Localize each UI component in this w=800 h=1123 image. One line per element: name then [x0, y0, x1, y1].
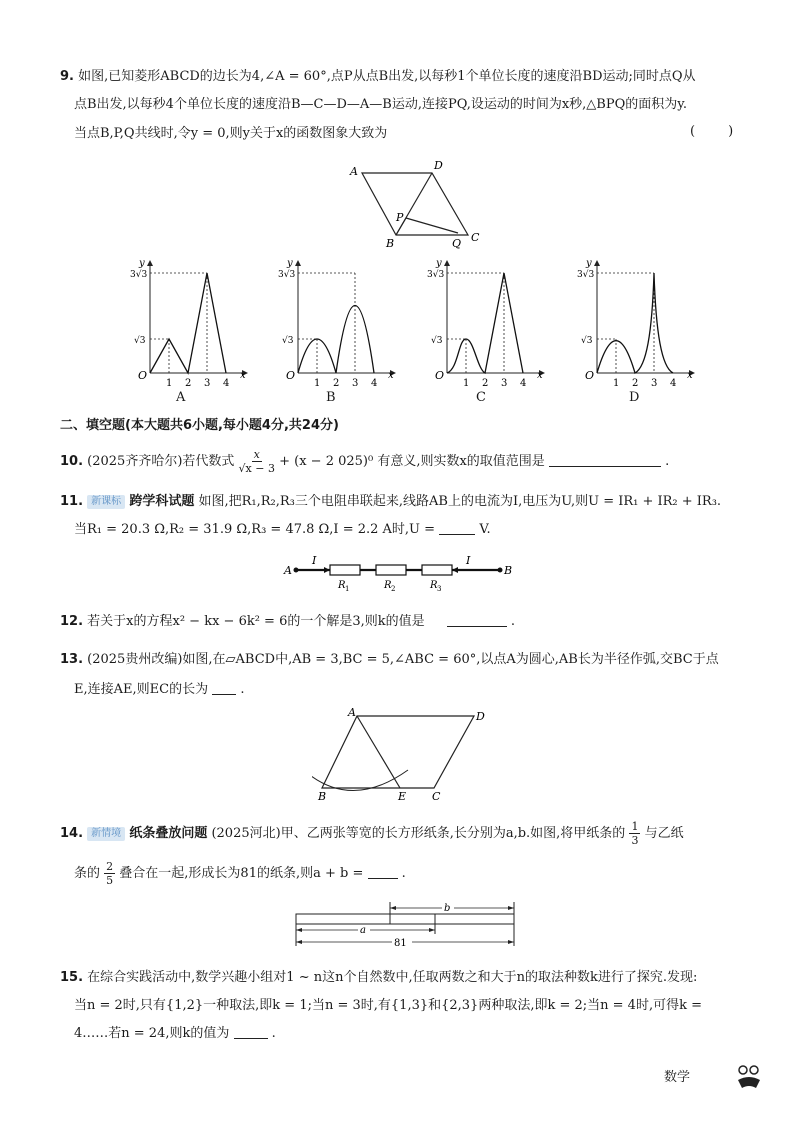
tick-label-ymax: 3√3 — [577, 270, 595, 280]
x-tick-label-3: 3 — [204, 378, 211, 388]
q14-text-2b: 叠合在一起,形成长为81的纸条,则a + b = — [119, 866, 364, 881]
tick-label-ymid: √3 — [134, 336, 146, 346]
q10-number: 10. — [60, 454, 84, 469]
x-tick-label-1: 1 — [314, 378, 321, 388]
q10-post: + (x − 2 025)⁰ 有意义,则实数x的取值范围是 — [279, 454, 545, 469]
footer-logo-icon — [734, 1062, 764, 1092]
q10-answer-blank — [549, 452, 661, 467]
y-axis-label: y — [287, 258, 293, 269]
q9-number: 9. — [60, 69, 74, 84]
x-tick-label-2: 2 — [632, 378, 639, 388]
q14-tag: 新情境 — [87, 827, 125, 841]
q9-line1 — [60, 67, 696, 87]
q12-line — [60, 612, 515, 632]
label-p: P — [396, 211, 404, 224]
tick-label-ymax: 3√3 — [427, 270, 445, 280]
current-arrow-right — [452, 567, 458, 573]
label-current-left: I — [312, 554, 317, 567]
q14-fraction-1 — [629, 820, 640, 847]
q11-topic: 跨学科试题 — [129, 494, 195, 509]
label-q: Q — [452, 237, 462, 250]
x-axis-label: x — [240, 370, 246, 381]
q9-answer-paren: ( ) — [690, 124, 734, 139]
label-total: 81 — [394, 938, 407, 949]
q11-tag: 新课标 — [87, 495, 125, 509]
label-c: C — [471, 231, 480, 244]
q15-answer-blank — [234, 1024, 268, 1039]
label-r3: R — [430, 580, 438, 591]
x-axis-label: x — [388, 370, 394, 381]
q14-frac1-den: 3 — [631, 834, 639, 847]
q14-text-1b: 与乙纸 — [644, 826, 684, 841]
tick-label-ymax: 3√3 — [278, 270, 296, 280]
function-curve — [447, 273, 523, 373]
arrow-total-left — [296, 940, 302, 944]
x-axis-label: x — [537, 370, 543, 381]
tick-label-ymax: 3√3 — [130, 270, 148, 280]
rhombus-outline — [362, 173, 468, 235]
q14-end: . — [401, 866, 406, 881]
function-curve — [597, 273, 673, 373]
q9-graph-option-d — [577, 258, 697, 388]
q10-frac-den: √x − 3 — [238, 462, 275, 475]
arrow-b-right — [508, 906, 514, 910]
q13-answer-blank — [212, 680, 236, 695]
arrow-total-right — [508, 940, 514, 944]
label-b: B — [318, 790, 327, 802]
label-r1: R — [338, 580, 346, 591]
option-label-b: B — [326, 390, 336, 405]
label-a: a — [360, 925, 366, 936]
q15-text-3: 4……若n = 24,则k的值为 — [74, 1026, 230, 1041]
q14-frac2-num: 2 — [106, 860, 114, 873]
q12-end: . — [510, 614, 516, 629]
q15-text-1: 在综合实践活动中,数学兴趣小组对1 ~ n这n个自然数中,任取两数之和大于n的取法种数k进行了探究.发现: — [87, 970, 698, 985]
origin-label: O — [585, 369, 595, 382]
label-a: A — [348, 706, 356, 719]
arrow-b-left — [390, 906, 396, 910]
q13-line1 — [60, 650, 719, 670]
section-2-title: 二、填空题(本大题共6小题,每小题4分,共24分) — [60, 418, 339, 433]
parallelogram-outline — [322, 716, 474, 788]
label-r1-sub: 1 — [345, 585, 350, 593]
origin-label: O — [138, 369, 148, 382]
tick-label-ymid: √3 — [581, 336, 593, 346]
q15-line1 — [60, 968, 697, 988]
q14-text-2a: 条的 — [74, 866, 101, 881]
x-tick-label-1: 1 — [166, 378, 173, 388]
q10-frac-num: x — [253, 448, 260, 461]
q10-line — [60, 447, 669, 477]
x-tick-label-1: 1 — [463, 378, 470, 388]
q13-line2 — [74, 680, 245, 700]
q15-line3 — [74, 1024, 276, 1044]
y-axis-label: y — [436, 258, 442, 269]
q15-end: . — [271, 1026, 276, 1041]
x-tick-label-2: 2 — [333, 378, 340, 388]
resistor-r2 — [376, 565, 406, 575]
q12-number: 12. — [60, 614, 84, 629]
q9-text-3: 当点B,P,Q共线时,令y = 0,则y关于x的函数图象大致为 — [74, 126, 388, 141]
x-tick-label-1: 1 — [613, 378, 620, 388]
x-axis-label: x — [687, 370, 693, 381]
y-axis-arrow — [147, 260, 153, 266]
q9-graph-option-c — [427, 258, 547, 388]
label-a: A — [350, 165, 358, 178]
q15-text-2: 当n = 2时,只有{1,2}一种取法,即k = 1;当n = 3时,有{1,3}和{2,3}两种取法,即k = 2;当n = 4时,可得k = — [74, 998, 702, 1013]
segment-ae — [357, 716, 400, 788]
label-b: B — [386, 237, 395, 250]
label-d: D — [434, 159, 443, 172]
q14-text-1: (2025河北)甲、乙两张等宽的长方形纸条,长分别为a,b.如图,将甲纸条的 — [211, 826, 626, 841]
resistor-r3 — [422, 565, 452, 575]
q9-rhombus-figure — [340, 155, 490, 250]
q15-line2 — [74, 996, 702, 1016]
q9-text-2: 点B出发,以每秒4个单位长度的速度沿B—C—D—A—B运动,连接PQ,设运动的时间为x秒,△BPQ的面积为y. — [74, 97, 688, 112]
y-axis-label: y — [586, 258, 592, 269]
q13-text-1: (2025贵州改编)如图,在▱ABCD中,AB = 3,BC = 5,∠ABC = 60°,以点A为圆心,AB长为半径作弧,交BC于点 — [87, 652, 719, 667]
q14-line1 — [60, 818, 684, 850]
option-label-c: C — [476, 390, 486, 405]
x-tick-label-4: 4 — [371, 378, 378, 388]
function-curve — [298, 306, 374, 374]
label-r3-sub: 3 — [437, 585, 442, 593]
q11-text-1: 如图,把R₁,R₂,R₃三个电阻串联起来,线路AB上的电流为I,电压为U,则U = IR₁ + IR₂ + IR₃. — [198, 494, 722, 509]
label-current-right: I — [466, 554, 471, 567]
tick-label-ymid: √3 — [431, 336, 443, 346]
y-axis-arrow — [444, 260, 450, 266]
q10-fraction — [239, 448, 275, 475]
label-e: E — [398, 790, 407, 802]
q9-line3 — [74, 124, 387, 144]
q9-graph-option-b — [278, 258, 398, 388]
q14-number: 14. — [60, 826, 84, 841]
x-tick-label-3: 3 — [651, 378, 658, 388]
q12-text: 若关于x的方程x² − kx − 6k² = 6的一个解是3,则k的值是 — [87, 614, 425, 629]
terminal-b — [498, 568, 503, 573]
q13-number: 13. — [60, 652, 84, 667]
x-tick-label-3: 3 — [501, 378, 508, 388]
label-r2-sub: 2 — [391, 585, 396, 593]
resistor-r1 — [330, 565, 360, 575]
q9-graph-option-a — [130, 258, 250, 388]
function-curve — [150, 273, 226, 373]
q14-answer-blank — [368, 864, 398, 879]
x-tick-label-3: 3 — [352, 378, 359, 388]
q9-text-1: 如图,已知菱形ABCD的边长为4,∠A = 60°,点P从点B出发,以每秒1个单位长度的速度沿BD运动;同时点Q从 — [78, 69, 696, 84]
origin-label: O — [435, 369, 445, 382]
segment-pq — [406, 218, 458, 233]
x-tick-label-4: 4 — [670, 378, 677, 388]
arrow-a-right — [429, 928, 435, 932]
label-b: b — [444, 903, 451, 914]
x-tick-label-4: 4 — [520, 378, 527, 388]
q14-line2 — [74, 858, 406, 890]
footer-subject: 数学 — [664, 1070, 691, 1085]
q9-line2 — [74, 95, 687, 115]
y-axis-arrow — [594, 260, 600, 266]
q12-answer-blank — [447, 612, 507, 627]
q14-frac1-num: 1 — [631, 820, 639, 833]
q11-answer-blank — [439, 520, 475, 535]
q11-number: 11. — [60, 494, 84, 509]
label-d: D — [476, 710, 485, 723]
q11-line1 — [60, 492, 721, 512]
q11-text-2: 当R₁ = 20.3 Ω,R₂ = 31.9 Ω,R₃ = 47.8 Ω,I = 2.2 A时,U = — [74, 522, 436, 537]
arrow-a-left — [296, 928, 302, 932]
q11-unit: V. — [479, 522, 491, 537]
x-tick-label-4: 4 — [223, 378, 230, 388]
q15-number: 15. — [60, 970, 84, 985]
q14-frac2-den: 5 — [106, 874, 114, 887]
x-tick-label-2: 2 — [185, 378, 192, 388]
q13-end: . — [240, 682, 245, 697]
option-label-a: A — [176, 390, 186, 405]
q14-paper-strip-figure — [292, 900, 518, 950]
terminal-a — [294, 568, 299, 573]
q11-line2 — [74, 520, 491, 540]
label-c: C — [432, 790, 441, 802]
label-terminal-b: B — [504, 564, 513, 577]
y-axis-label: y — [139, 258, 145, 269]
q13-text-2: E,连接AE,则EC的长为 — [74, 682, 209, 697]
strip-outline — [296, 914, 514, 924]
q14-topic: 纸条叠放问题 — [129, 826, 208, 841]
q14-fraction-2 — [104, 860, 115, 887]
q10-pre: (2025齐齐哈尔)若代数式 — [87, 454, 235, 469]
current-arrow-left — [324, 567, 330, 573]
label-r2: R — [384, 580, 392, 591]
option-label-d: D — [629, 390, 640, 405]
label-terminal-a: A — [284, 564, 292, 577]
origin-label: O — [286, 369, 296, 382]
x-tick-label-2: 2 — [482, 378, 489, 388]
q11-circuit-figure — [282, 552, 522, 596]
tick-label-ymid: √3 — [282, 336, 294, 346]
q13-parallelogram-figure — [312, 706, 502, 802]
q10-end: . — [665, 454, 670, 469]
y-axis-arrow — [295, 260, 301, 266]
